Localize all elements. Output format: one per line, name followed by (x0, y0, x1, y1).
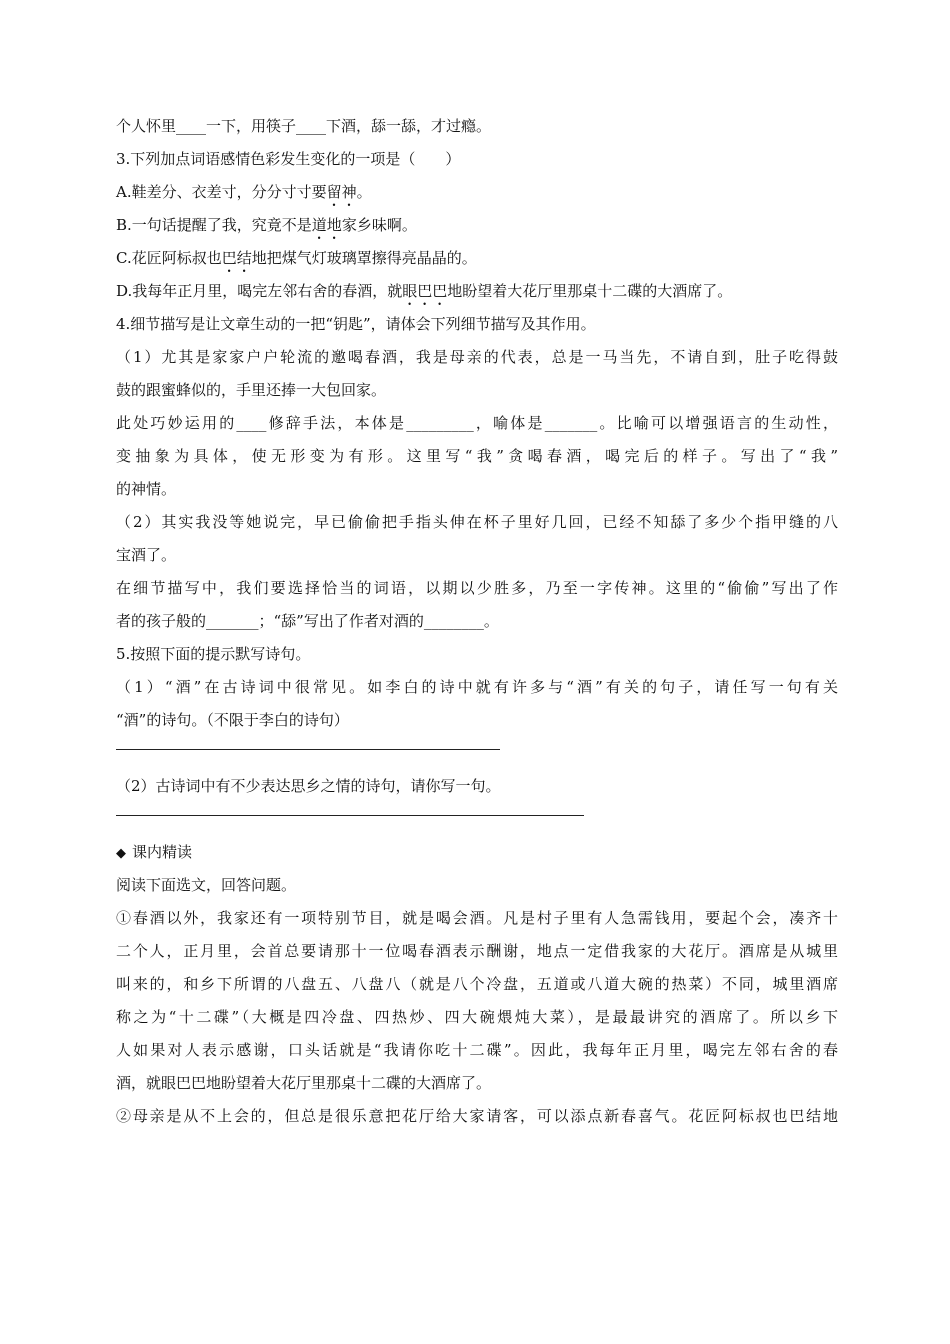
paragraph-line: 酒，就眼巴巴地盼望着大花厅里那桌十二碟的大酒席了。 (116, 1074, 492, 1092)
dotted-word: 眼巴巴 (402, 282, 448, 300)
text-line: （1）尤其是家家户户轮流的邀喝春酒，我是母亲的代表，总是一马当先，不请自到，肚子吃得鼓 (116, 348, 838, 366)
paragraph-line: 称之为“十二碟”（大概是四冷盘、四热炒、四大碗煨炖大菜），是最最讲究的酒席了。所以乡下 (116, 1008, 838, 1026)
text-line: 在细节描写中，我们要选择恰当的词语，以期以少胜多，乃至一字传神。这里的“偷偷”写出了作 (116, 579, 838, 597)
text-line: （2）其实我没等她说完，早已偷偷把手指头伸在杯子里好几回，已经不知舔了多少个指甲缝的八 (116, 513, 838, 531)
option-d: D.我每年正月里，喝完左邻右舍的春酒，就眼巴巴地盼望着大花厅里那桌十二碟的大酒席了。 (116, 282, 733, 300)
section-heading: ◆ 课内精读 (116, 843, 193, 861)
option-a: A.鞋差分、衣差寸，分分寸寸要留神。 (116, 183, 372, 201)
question-4: 4.细节描写是让文章生动的一把“钥匙”，请体会下列细节描写及其作用。 (116, 315, 596, 333)
instruction: 阅读下面选文，回答问题。 (116, 876, 297, 894)
text-line: 宝酒了。 (116, 546, 177, 564)
question-3: 3.下列加点词语感情色彩发生变化的一项是（ ） (116, 150, 461, 168)
paragraph-line: 叫来的，和乡下所谓的八盘五、八盘八（就是八个冷盘，五道或八道大碗的热菜）不同，城里酒席 (116, 975, 838, 993)
answer-line[interactable] (116, 815, 584, 816)
answer-line[interactable] (116, 749, 500, 750)
text-line: （1）“酒”在古诗词中很常见。如李白的诗中就有许多与“酒”有关的句子，请任写一句有关 (116, 678, 838, 696)
diamond-icon: ◆ (116, 846, 126, 861)
paragraph-line: ①春酒以外，我家还有一项特别节目，就是喝会酒。凡是村子里有人急需钱用，要起个会，凑齐十 (116, 909, 838, 927)
text-line: 此处巧妙运用的____修辞手法，本体是_________，喻体是_______。比喻可以增强语言的生动性， (116, 414, 838, 432)
dotted-word: 留神 (326, 183, 357, 201)
option-b: B.一句话提醒了我，究竟不是道地家乡味啊。 (116, 216, 417, 234)
text-line: （2）古诗词中有不少表达思乡之情的诗句，请你写一句。 (116, 777, 501, 795)
document-page (116, 110, 838, 1133)
paragraph-line: 二个人，正月里，会首总要请那十一位喝春酒表示酬谢，地点一定借我家的大花厅。酒席是从城里 (116, 942, 838, 960)
question-5: 5.按照下面的提示默写诗句。 (116, 645, 311, 663)
option-c: C.花匠阿标叔也巴结地把煤气灯玻璃罩擦得亮晶晶的。 (116, 249, 477, 267)
text-line: 鼓的跟蜜蜂似的，手里还捧一大包回家。 (116, 381, 387, 399)
text-line: 者的孩子般的_______；“舔”写出了作者对酒的________。 (116, 612, 499, 630)
paragraph-line: ②母亲是从不上会的，但总是很乐意把花厅给大家请客，可以添点新春喜气。花匠阿标叔也巴结地 (116, 1107, 838, 1125)
paragraph-line: 人如果对人表示感谢，口头话就是“我请你吃十二碟”。因此，我每年正月里，喝完左邻右舍的春 (116, 1041, 838, 1059)
dotted-word: 巴结 (221, 249, 252, 267)
text-line: “酒”的诗句。（不限于李白的诗句） (116, 711, 349, 729)
dotted-word: 道地 (311, 216, 342, 234)
text-line: 个人怀里____一下，用筷子____下酒，舔一舔，才过瘾。 (116, 117, 492, 135)
text-line: 的神情。 (116, 480, 177, 498)
text-line: 变抽象为具体，使无形变为有形。这里写“我”贪喝春酒，喝完后的样子。写出了“我” (116, 447, 838, 465)
